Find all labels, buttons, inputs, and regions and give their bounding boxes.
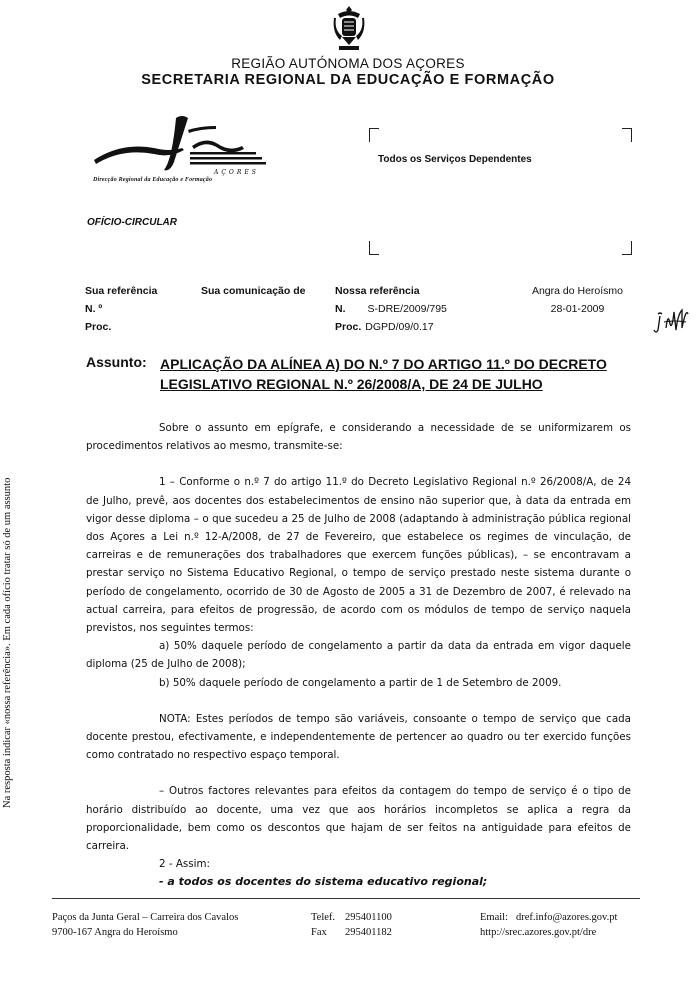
- footer-contact: [480, 910, 617, 940]
- place-date-block: [520, 282, 635, 318]
- assim-heading: 2 - Assim:: [159, 858, 210, 871]
- nossa-numero-value: S-DRE/2009/795: [367, 303, 447, 315]
- footer-address: [52, 910, 238, 940]
- nossa-proc-value: DGPD/09/0.17: [365, 321, 434, 333]
- footer-divider: [52, 898, 640, 899]
- address-line-1: Paços da Junta Geral – Carreira dos Cavalos: [52, 912, 239, 923]
- letter-body: [86, 419, 631, 892]
- outros-factores-paragraph: – Outros factores relevantes para efeitos da contagem do tempo de serviço é o tipo de horário distribuído ao docente, uma vez que aos horários incompletos se aplica a regra da proporcionalidade, bem como os descontos que hajam de ser feitos na antiguidade para efeitos de carreira.: [86, 785, 631, 853]
- email-label: Email:: [480, 912, 508, 923]
- nossa-referencia-label: Nossa referência: [335, 285, 420, 297]
- address-window-corner: [369, 128, 379, 142]
- assunto-label: Assunto:: [86, 354, 147, 370]
- paragraph-intro: Sobre o assunto em epígrafe, e considerando a necessidade de se uniformizarem os procedimentos relativos ao mesmo, transmite-se:: [86, 422, 631, 453]
- assunto-text: [160, 354, 660, 394]
- nota-paragraph: NOTA: Estes períodos de tempo são variáveis, consoante o tempo de serviço que cada docente prestou, efectivamente, e independentemente de pertencer ao quadro ou ter exercido funções como contratado no respectivo espaço temporal.: [86, 712, 631, 762]
- sua-referencia-label: Sua referência: [85, 285, 158, 297]
- address-window-corner: [369, 241, 379, 255]
- nossa-numero-label: N.: [335, 303, 346, 315]
- fax-value: 295401182: [345, 927, 392, 938]
- logo-word: AÇORES: [214, 169, 259, 176]
- address-window-corner: [622, 241, 632, 255]
- paragraph-1: 1 – Conforme o n.º 7 do artigo 11.º do Decreto Legislativo Regional n.º 26/2008/A, de 24 de Julho, prevê, aos docentes dos estabelecimentos de ensino não superior que, à data da entrada em vigor desse diploma – o que sucedeu a 25 de Julho de 2008 (adaptando à administração pública regional dos Açores a Lei n.º 12-A/2008, de 27 de Fevereiro, que estabelece os regimes de vinculação, de carreiras e de remunerações dos trabalhadores que exercem funções públicas), – se encontravam a prestar serviço no Sistema Educativo Regional, o tempo de serviço prestado neste sistema durante o período de congelamento, ocorrido de 30 de Agosto de 2005 a 31 de Dezembro de 2007, é relevado na actual carreira, para efeitos de progressão, de acordo com os módulos de tempo de serviço naquela previstos, nos seguintes termos:: [86, 476, 631, 635]
- handwritten-initials: [652, 300, 692, 340]
- website-link[interactable]: http://srec.azores.gov.pt/dre: [480, 927, 597, 938]
- coat-of-arms-icon: [332, 4, 366, 52]
- fax-label: Fax: [311, 927, 327, 938]
- document-type: OFÍCIO-CIRCULAR: [87, 217, 177, 228]
- sua-referencia-block: [85, 282, 157, 336]
- footer-phone: [311, 910, 392, 940]
- address-window-corner: [622, 128, 632, 142]
- nossa-referencia-block: [335, 282, 447, 336]
- place: Angra do Heroísmo: [531, 285, 624, 297]
- logo-caption: Direcção Regional da Educação e Formação: [93, 177, 213, 183]
- telef-value: 295401100: [345, 912, 392, 923]
- sua-proc-label: Proc.: [85, 321, 112, 333]
- item-a: a) 50% daquele período de congelamento a partir da data da entrada em vigor daquele diploma (25 de Julho de 2008);: [86, 640, 631, 671]
- region-heading: REGIÃO AUTÓNOMA DOS AÇORES: [231, 56, 465, 71]
- sua-numero-label: N. º: [85, 303, 103, 315]
- sua-comunicacao-label: Sua comunicação de: [201, 285, 306, 297]
- telef-label: Telef.: [311, 912, 336, 923]
- recipient: Todos os Serviços Dependentes: [378, 154, 532, 165]
- side-note: Na resposta indicar «nossa referência». Em cada ofício tratar só de um assunto: [2, 477, 13, 808]
- address-line-2: 9700-167 Angra do Heroísmo: [52, 927, 178, 938]
- email-link[interactable]: dref.info@azores.gov.pt: [516, 912, 618, 923]
- item-b: b) 50% daquele período de congelamento a partir de 1 de Setembro de 2009.: [159, 676, 562, 689]
- todos-docentes-item: - a todos os docentes do sistema educativo regional;: [159, 875, 488, 889]
- date: 28-01-2009: [550, 303, 605, 315]
- secretaria-heading: SECRETARIA REGIONAL DA EDUCAÇÃO E FORMAÇÃO: [141, 72, 555, 88]
- assunto-line-1: APLICAÇÃO DA ALÍNEA A) DO N.º 7 DO ARTIGO 11.º DO DECRETO: [160, 356, 607, 372]
- assunto-line-2: LEGISLATIVO REGIONAL N.º 26/2008/A, DE 24 DE JULHO: [160, 376, 543, 392]
- nossa-proc-label: Proc.: [335, 321, 362, 333]
